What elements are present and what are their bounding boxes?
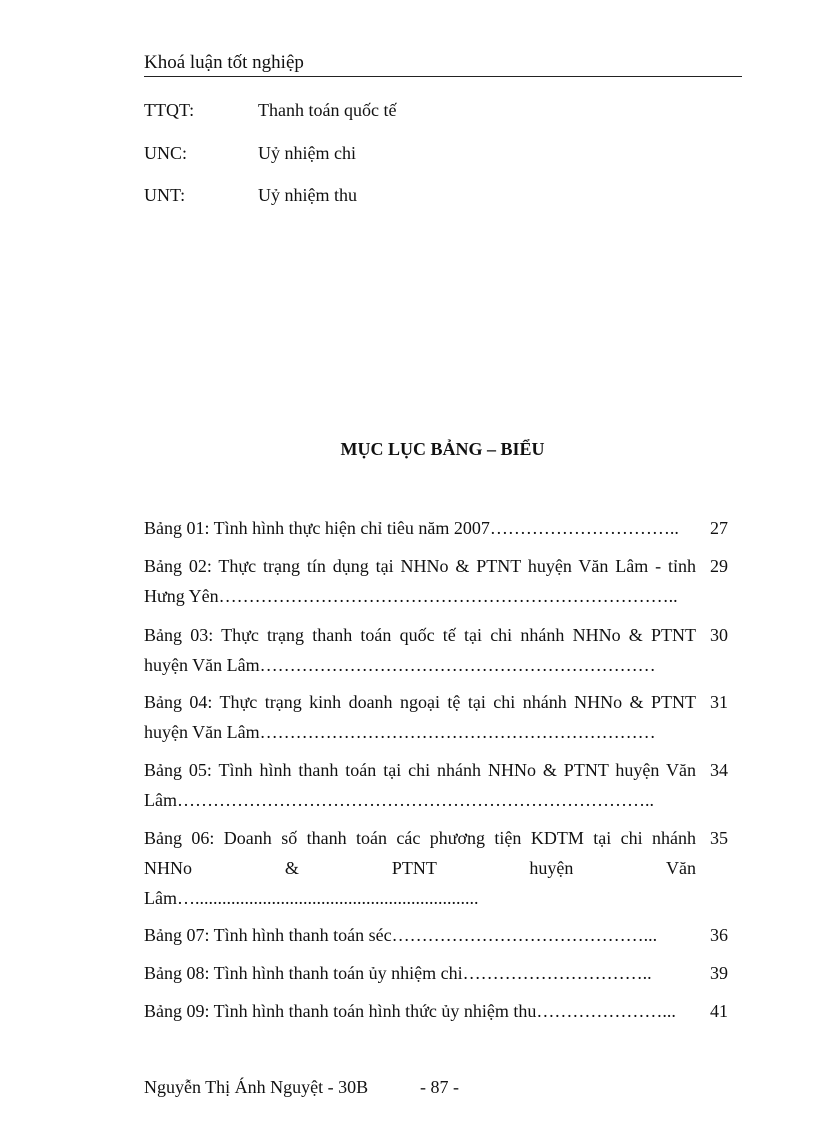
- toc-entry[interactable]: [144, 620, 730, 680]
- toc-entry-title: Bảng 06: Doanh số thanh toán các phương tiện KDTM tại chi nhánh: [144, 828, 696, 848]
- toc-entry-title-continued: NHNo & PTNT huyện Văn: [144, 858, 696, 878]
- toc-entry[interactable]: [144, 755, 730, 815]
- toc-page-number: 30: [710, 625, 728, 645]
- toc-entry[interactable]: [144, 996, 730, 1026]
- toc-entry-title: Bảng 07: Tình hình thanh toán séc……………………………………...: [144, 925, 658, 945]
- abbreviation-meaning: Uỷ nhiệm chi: [258, 143, 356, 163]
- toc-entry-title: Bảng 03: Thực trạng thanh toán quốc tế tại chi nhánh NHNo & PTNT: [144, 625, 696, 645]
- toc-page-number: 31: [710, 692, 728, 712]
- toc-entry-title-continued: huyện Văn Lâm…………………………………………………………: [144, 655, 656, 675]
- page-footer: [144, 1075, 459, 1099]
- abbreviation-code: UNC:: [144, 143, 188, 163]
- toc-page-number: 39: [710, 963, 728, 983]
- toc-entry-title-continued: Hưng Yên…………………………………………………………………..: [144, 586, 678, 606]
- footer-author: Nguyễn Thị Ánh Nguyệt - 30B: [144, 1077, 369, 1097]
- abbreviation-code: UNT:: [144, 185, 186, 205]
- toc-entry[interactable]: [144, 920, 730, 950]
- toc-entry-title: Bảng 01: Tình hình thực hiện chỉ tiêu năm 2007…………………………..: [144, 518, 679, 538]
- toc-entry-title-continued: Lâm……………………………………………………………………..: [144, 790, 654, 810]
- toc-entry-title: Bảng 02: Thực trạng tín dụng tại NHNo & PTNT huyện Văn Lâm - tỉnh: [144, 556, 696, 576]
- footer-page-number: - 87 -: [420, 1077, 459, 1097]
- toc-entry-title-continued: huyện Văn Lâm…………………………………………………………: [144, 722, 656, 742]
- toc-entry[interactable]: [144, 551, 730, 611]
- toc-page-number: 41: [710, 1001, 728, 1021]
- toc-entry-title: Bảng 04: Thực trạng kinh doanh ngoại tệ tại chi nhánh NHNo & PTNT: [144, 692, 696, 712]
- toc-page-number: 35: [710, 828, 728, 848]
- page-header: [144, 50, 742, 77]
- toc-page-number: 29: [710, 556, 728, 576]
- toc-page-number: 27: [710, 518, 728, 538]
- toc-entry-title: Bảng 09: Tình hình thanh toán hình thức ủy nhiệm thu…………………...: [144, 1001, 676, 1021]
- toc-entry[interactable]: [144, 513, 730, 543]
- section-title: MỤC LỤC BẢNG – BIỂU: [340, 439, 545, 459]
- abbreviation-code: TTQT:: [144, 100, 195, 120]
- toc-entry[interactable]: [144, 687, 730, 747]
- abbreviation-meaning: Uỷ nhiệm thu: [258, 185, 357, 205]
- toc-entry-title-continued: Lâm…...............................................................: [144, 888, 479, 908]
- toc-entry-title: Bảng 08: Tình hình thanh toán ủy nhiệm chi…………………………..: [144, 963, 652, 983]
- toc-entry[interactable]: [144, 958, 730, 988]
- toc-page-number: 36: [710, 925, 728, 945]
- header-title: Khoá luận tốt nghiệp: [144, 52, 304, 73]
- toc-entry[interactable]: [144, 823, 730, 913]
- abbreviation-meaning: Thanh toán quốc tế: [258, 100, 397, 120]
- toc-page-number: 34: [710, 760, 728, 780]
- toc-entry-title: Bảng 05: Tình hình thanh toán tại chi nhánh NHNo & PTNT huyện Văn: [144, 760, 696, 780]
